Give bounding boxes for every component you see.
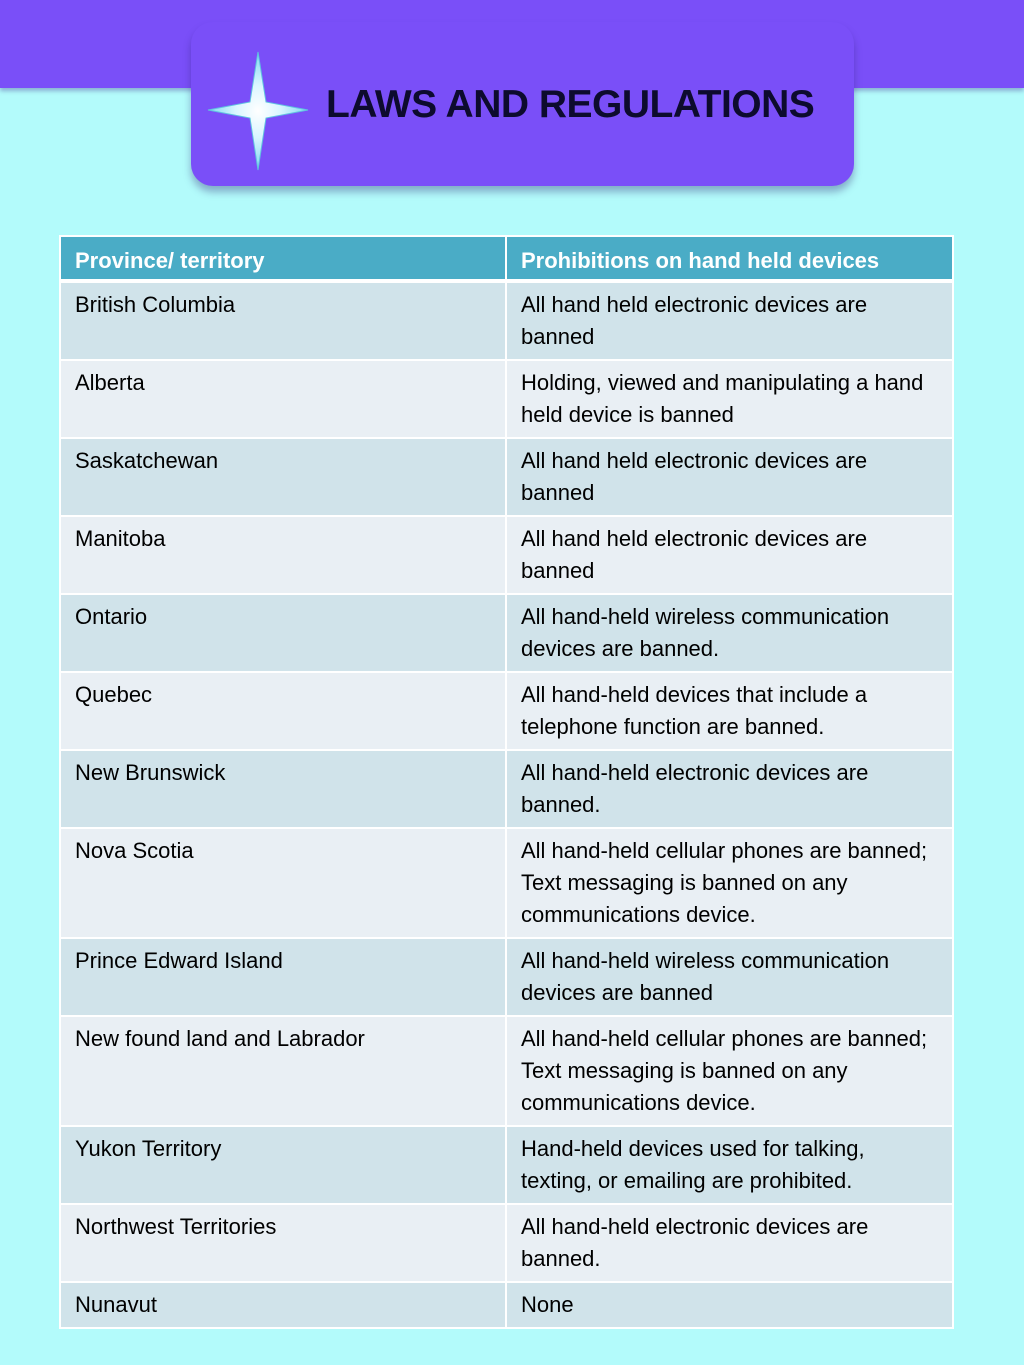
prohibition-cell: All hand-held electronic devices are banned. [506,1204,953,1282]
prohibition-cell: All hand-held electronic devices are banned. [506,750,953,828]
laws-table-container [59,235,952,1329]
table-row [60,828,953,938]
province-cell: New found land and Labrador [60,1016,506,1126]
table-row [60,938,953,1016]
table-row [60,1282,953,1328]
table-row [60,516,953,594]
prohibition-cell: All hand-held cellular phones are banned; Text messaging is banned on any communications device. [506,1016,953,1126]
table-row [60,281,953,360]
prohibition-cell: All hand-held devices that include a telephone function are banned. [506,672,953,750]
column-header-prohibitions: Prohibitions on hand held devices [506,236,953,281]
prohibition-cell: Hand-held devices used for talking, texting, or emailing are prohibited. [506,1126,953,1204]
table-row [60,672,953,750]
province-cell: Nova Scotia [60,828,506,938]
province-cell: Yukon Territory [60,1126,506,1204]
laws-table [59,235,954,1329]
prohibition-cell: All hand held electronic devices are banned [506,516,953,594]
province-cell: New Brunswick [60,750,506,828]
province-cell: British Columbia [60,281,506,360]
province-cell: Saskatchewan [60,438,506,516]
province-cell: Northwest Territories [60,1204,506,1282]
table-row [60,438,953,516]
table-row [60,750,953,828]
page-title: LAWS AND REGULATIONS [326,83,815,126]
table-header-row [60,236,953,281]
prohibition-cell: All hand-held wireless communication devices are banned. [506,594,953,672]
prohibition-cell: All hand-held wireless communication devices are banned [506,938,953,1016]
province-cell: Ontario [60,594,506,672]
prohibition-cell: Holding, viewed and manipulating a hand held device is banned [506,360,953,438]
column-header-province: Province/ territory [60,236,506,281]
table-row [60,360,953,438]
province-cell: Manitoba [60,516,506,594]
prohibition-cell: All hand-held cellular phones are banned; Text messaging is banned on any communications device. [506,828,953,938]
province-cell: Quebec [60,672,506,750]
table-row [60,1204,953,1282]
table-row [60,1016,953,1126]
province-cell: Nunavut [60,1282,506,1328]
prohibition-cell: All hand held electronic devices are banned [506,281,953,360]
four-point-star-icon [206,50,310,172]
prohibition-cell: None [506,1282,953,1328]
table-row [60,1126,953,1204]
province-cell: Alberta [60,360,506,438]
province-cell: Prince Edward Island [60,938,506,1016]
prohibition-cell: All hand held electronic devices are banned [506,438,953,516]
table-row [60,594,953,672]
